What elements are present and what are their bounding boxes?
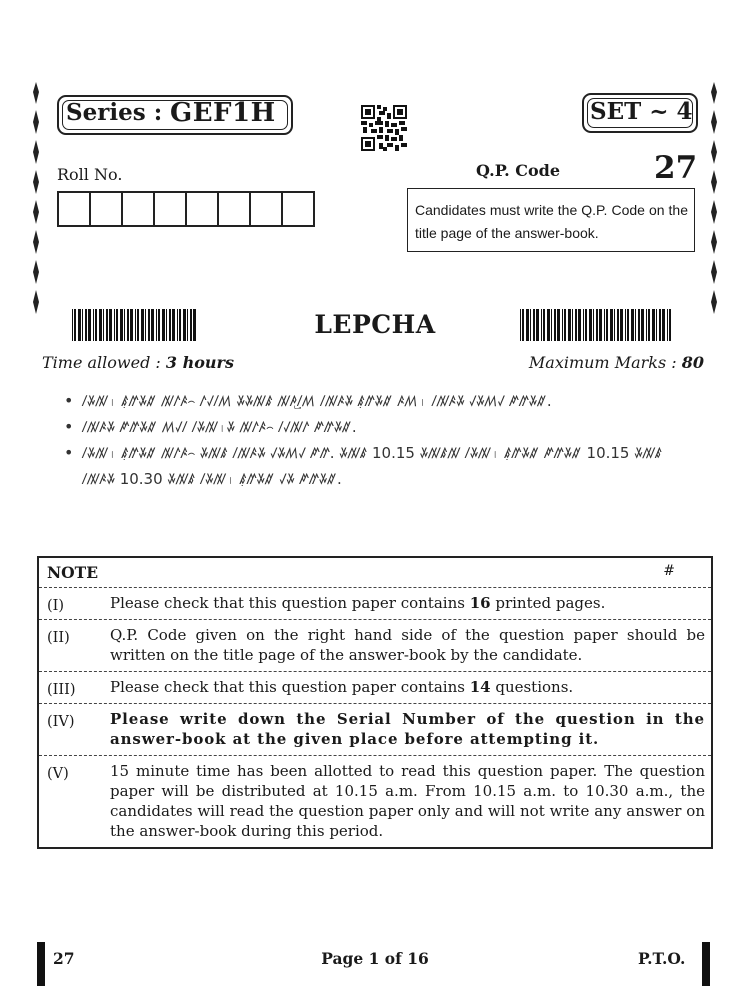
maximum-marks-value: 80 — [681, 353, 704, 372]
lepcha-instructions-list — [64, 388, 664, 492]
qp-code-instruction-box: Candidates must write the Q.P. Code on the title page of the answer-book. — [407, 188, 695, 252]
list-item: • ꤷꤸꤲ꤯ ꤹ꤫ꤼꤸꤽ ꤲꤱꤴ꤮ ꤸꤲꤹ ꤷꤲꤴꤸ ꤶꤸꤵꤶ ꤺꤼ. ꤸꤲꤹ 10.15 ꤸꤲꤹꤲ ꤷꤸꤲ꤯ ꤹ꤫ꤼꤸꤽ ꤺꤼꤸꤽ 10.15 ꤸꤲꤹ ꤷꤲꤴꤸ 10.30 ꤸꤲꤹ ꤷꤸꤲ꤯ ꤹ꤫ꤼꤸꤽ ꤶꤸ ꤺꤼꤸꤽ. — [64, 440, 664, 492]
page-number: Page 1 of 16 — [321, 949, 429, 968]
note-hash: # — [663, 563, 675, 579]
qr-code-icon — [361, 105, 407, 151]
roll-number-cell[interactable] — [185, 191, 219, 227]
note-heading: NOTE — [47, 563, 99, 582]
list-item: • ꤷꤸꤲ꤯ ꤹ꤫ꤼꤸꤽ ꤲꤱꤴ꤮ ꤱꤶꤷꤵ ꤸꤸꤲꤹ ꤲꤳꤷ꤬ꤵ ꤷꤲꤴꤸ ꤹ꤫ꤼꤸꤽ ꤴꤵ꤯ ꤷꤲꤴꤸ ꤶꤸꤵꤶ ꤺꤼꤸꤽ. — [64, 388, 664, 414]
roll-number-boxes[interactable] — [57, 191, 313, 227]
footer-qp-code: 27 — [53, 949, 75, 968]
maximum-marks-label: Maximum Marks : — [528, 353, 682, 372]
subject-title: LEPCHA — [314, 310, 436, 339]
note-text — [102, 672, 711, 703]
roll-number-cell[interactable] — [153, 191, 187, 227]
note-text-part: Please check that this question paper contains — [110, 594, 470, 612]
note-table — [37, 556, 713, 849]
roll-number-label: Roll No. — [57, 165, 123, 184]
left-decorative-border — [30, 82, 42, 332]
note-text-part: questions. — [490, 678, 574, 696]
please-turn-over: P.T.O. — [638, 949, 686, 968]
roll-number-cell[interactable] — [249, 191, 283, 227]
table-row — [39, 619, 711, 671]
table-row — [39, 671, 711, 703]
table-row — [39, 755, 711, 847]
time-allowed-label: Time allowed : — [42, 353, 166, 372]
note-header — [39, 558, 711, 587]
note-number: (I) — [47, 598, 65, 614]
note-text: 15 minute time has been allotted to read this question paper. The question paper will be distributed at 10.15 a.m. From 10.15 a.m. to 10.30 a.m., the candidates will read the question paper only and will not write any answer on the answer-book during this period. — [110, 762, 705, 840]
roll-number-cell[interactable] — [57, 191, 91, 227]
series-label: Series : — [66, 99, 163, 126]
note-text-part: Please check that this question paper contains — [110, 678, 470, 696]
table-row — [39, 587, 711, 619]
list-item: • ꤷꤲꤴꤸ ꤺꤼꤸꤽ ꤵꤶꤷ ꤷꤸꤲ꤯ꤸ ꤲꤱꤴ꤮ ꤷꤶꤲꤱ ꤺꤼꤸꤽ. — [64, 414, 664, 440]
roll-number-cell[interactable] — [121, 191, 155, 227]
note-number: (IV) — [47, 714, 75, 730]
roll-number-cell[interactable] — [89, 191, 123, 227]
series-value: GEF1H — [170, 98, 276, 128]
time-allowed-value: 3 hours — [165, 353, 234, 372]
maximum-marks — [529, 353, 704, 372]
qp-code-label: Q.P. Code — [476, 161, 561, 180]
note-text: Q.P. Code given on the right hand side of the question paper should be written on the title page of the answer-book by the candidate. — [110, 626, 705, 664]
note-number: (III) — [47, 682, 76, 698]
roll-number-cell[interactable] — [281, 191, 315, 227]
set-label: SET ~ 4 — [590, 98, 693, 125]
page-count: 16 — [469, 594, 491, 612]
note-text — [102, 588, 711, 619]
table-row — [39, 703, 711, 755]
question-count: 14 — [469, 678, 491, 696]
right-decorative-border — [708, 82, 720, 332]
time-allowed — [42, 353, 234, 372]
note-text-part: printed pages. — [490, 594, 606, 612]
note-number: (V) — [47, 766, 69, 782]
note-number: (II) — [47, 630, 70, 646]
roll-number-cell[interactable] — [217, 191, 251, 227]
qp-code-value: 27 — [654, 150, 698, 186]
note-text: Please write down the Serial Number of the question in the answer-book at the given place before attempting it. — [110, 710, 705, 748]
